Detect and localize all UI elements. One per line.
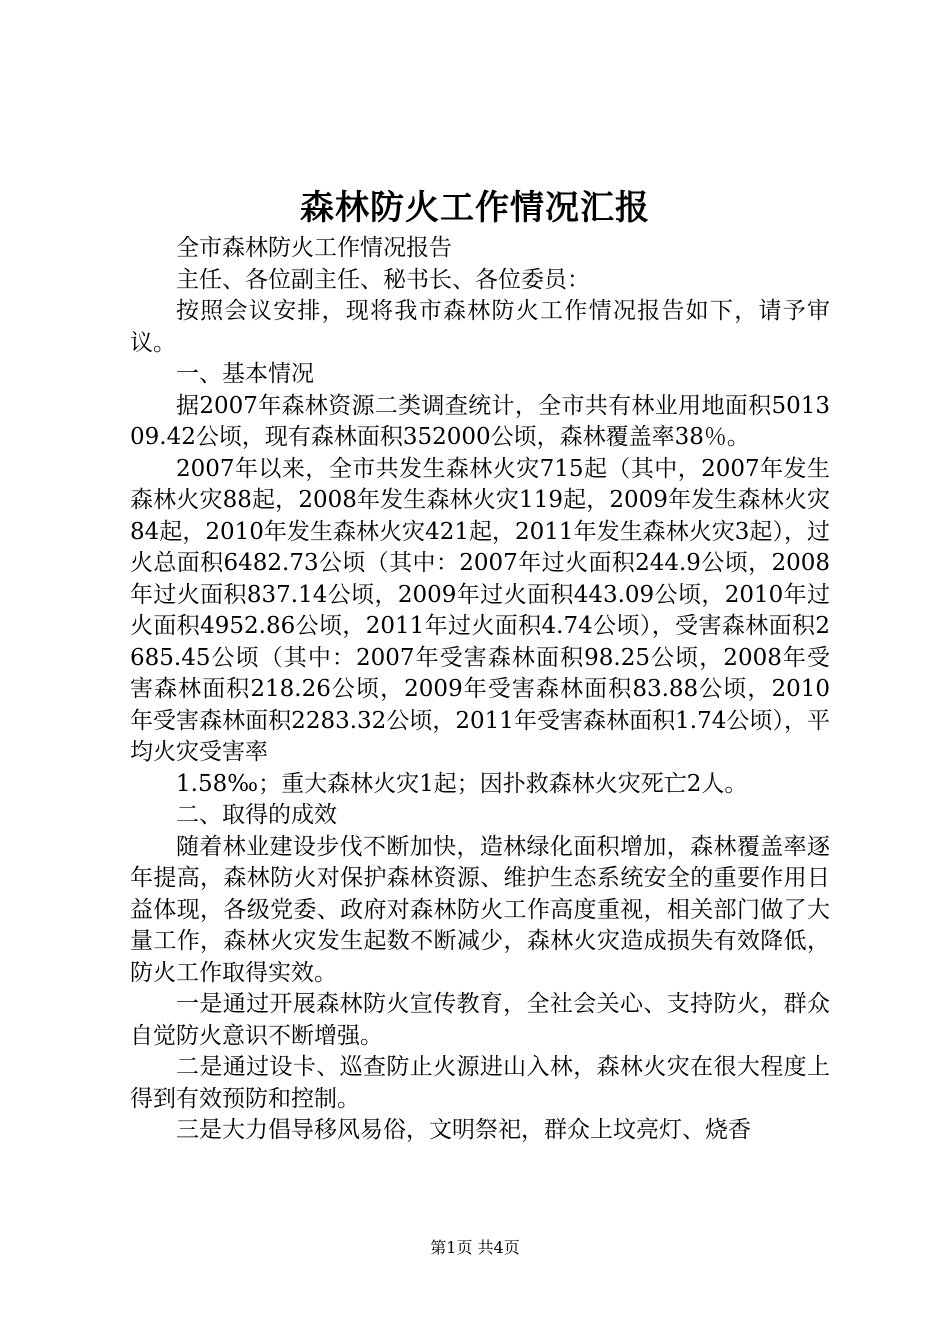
document-title: 森林防火工作情况汇报 [300, 188, 650, 228]
paragraph-salutation: 主任、各位副主任、秘书长、各位委员： [176, 266, 590, 293]
paragraph-fire-statistics: 2007年以来，全市共发生森林火灾715起（其中，2007年发生森林火灾88起，2008年发生森林火灾119起，2009年发生森林火灾84起，2010年发生森林火灾421起，2011年发生森林火灾3起），过火总面积6482.73公顷（其中：2007年过火面积244.9公顷，2008年过火面积837.14公顷，2009年过火面积443.09公顷，2010年过火面积4952.86公顷，2011年过火面积4.74公顷），受害森林面积2685.45公顷（其中：2007年受害森林面积98.25公顷，2008年受害森林面积218.26公顷，2009年受害森林面积83.88公顷，2010年受害森林面积2283.32公顷，2011年受害森林面积1.74公顷），平均火灾受害率 [130, 455, 830, 765]
paragraph-forest-statistics: 据2007年森林资源二类调查统计，全市共有林业用地面积501309.42公顷，现有森林面积352000公顷，森林覆盖率38％。 [130, 392, 830, 450]
paragraph-point-one: 一是通过开展森林防火宣传教育，全社会关心、支持防火，群众自觉防火意识不断增强。 [130, 991, 830, 1049]
paragraph-point-two: 二是通过设卡、巡查防止火源进山入林，森林火灾在很大程度上得到有效预防和控制。 [130, 1054, 830, 1112]
document-body [130, 233, 830, 1147]
paragraph-damage-rate: 1.58‰；重大森林火灾1起；因扑救森林火灾死亡2人。 [176, 770, 748, 797]
section-heading-basic-situation: 一、基本情况 [176, 361, 314, 387]
paragraph-achievements: 随着林业建设步伐不断加快，造林绿化面积增加，森林覆盖率逐年提高，森林防火对保护森林资源、维护生态系统安全的重要作用日益体现，各级党委、政府对森林防火工作高度重视，相关部门做了大量工作，森林火灾发生起数不断减少，森林火灾造成损失有效降低，防火工作取得实效。 [130, 833, 830, 986]
page-number-footer: 第1页 共4页 [430, 1238, 520, 1257]
paragraph-point-three: 三是大力倡导移风易俗，文明祭祀，群众上坟亮灯、烧香 [176, 1117, 751, 1143]
paragraph-report-heading: 全市森林防火工作情况报告 [176, 235, 452, 261]
section-heading-achievements: 二、取得的成效 [176, 802, 337, 828]
paragraph-intro: 按照会议安排，现将我市森林防火工作情况报告如下，请予审议。 [130, 298, 830, 356]
